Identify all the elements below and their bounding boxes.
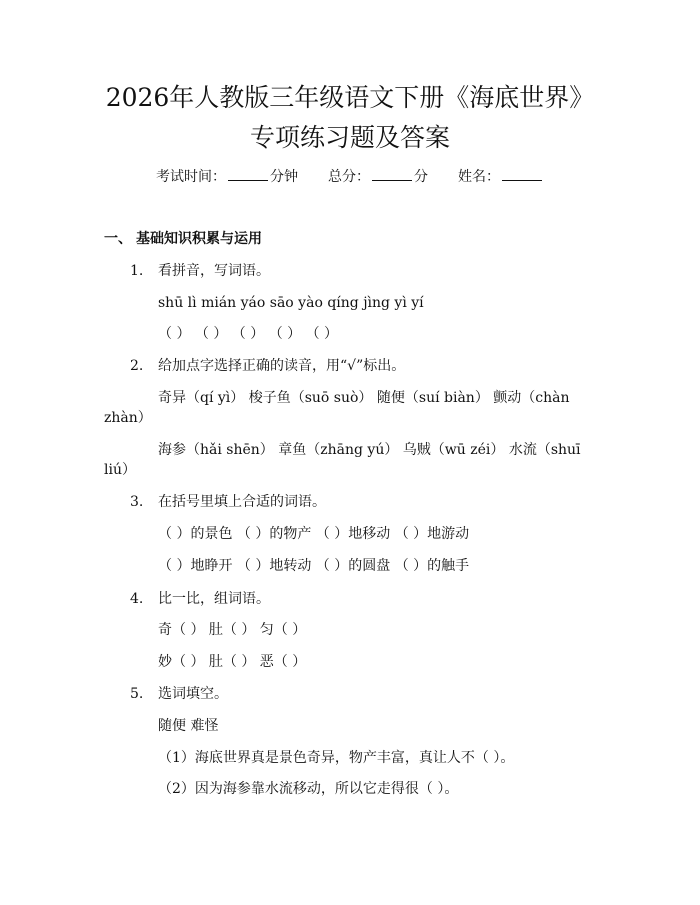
q5-prompt: 选词填空。 [158, 686, 228, 702]
q1-number: 1. [130, 263, 144, 279]
section-heading [104, 229, 262, 249]
q3-row2: （ ）地睁开 （ ）地转动 （ ）的圆盘 （ ）的触手 [158, 558, 470, 574]
q2-prompt: 给加点字选择正确的读音，用“√”标出。 [158, 358, 406, 374]
q4-prompt: 比一比，组词语。 [158, 591, 270, 607]
q2-row1: 奇异（qí yì） 梭子鱼（suō suò） 随便（suí biàn） 颤动（chàn [158, 390, 570, 406]
q5-item1: （1）海底世界真是景色奇异，物产丰富，真让人不（ ）。 [158, 750, 515, 766]
q3-row1: （ ）的景色 （ ）的物产 （ ）地移动 （ ）地游动 [158, 526, 470, 542]
q5-item2: （2）因为海参靠水流移动，所以它走得很（ ）。 [158, 781, 459, 797]
q5-options: 随便 难怪 [158, 718, 219, 734]
q2-number: 2. [130, 358, 144, 374]
score-unit: 分 [414, 169, 428, 185]
exam-info-bar [0, 166, 700, 187]
time-blank [228, 166, 268, 181]
time-unit: 分钟 [270, 169, 298, 185]
page-title-line1: 2026年人教版三年级语文下册《海底世界》 [105, 83, 595, 112]
q4-row2: 妙（ ） 肚（ ） 恶（ ） [158, 654, 307, 670]
q2-row1-wrap: zhàn） [104, 410, 152, 426]
score-label: 总分： [328, 169, 370, 185]
score-blank [372, 166, 412, 181]
q1-blanks: （ ） （ ） （ ） （ ） （ ） [158, 326, 339, 342]
q1-pinyin: shū lì mián yáo sāo yào qíng jìng yì yí [158, 295, 424, 311]
time-label: 考试时间： [156, 169, 226, 185]
page-title-line2: 专项练习题及答案 [249, 123, 450, 152]
q3-prompt: 在括号里填上合适的词语。 [158, 494, 326, 510]
q3-number: 3. [130, 494, 144, 510]
q5-number: 5. [130, 686, 144, 702]
q2-row2-wrap: liú） [104, 462, 136, 478]
q2-row2: 海参（hǎi shēn） 章鱼（zhāng yú） 乌贼（wū zéi） 水流（shuī [158, 442, 581, 458]
section-title: 基础知识积累与运用 [136, 231, 262, 247]
q4-number: 4. [130, 591, 144, 607]
name-blank [502, 166, 542, 181]
q4-row1: 奇（ ） 肚（ ） 匀（ ） [158, 622, 307, 638]
q1-prompt: 看拼音，写词语。 [158, 263, 270, 279]
name-label: 姓名： [458, 169, 500, 185]
section-number: 一、 [104, 231, 132, 247]
